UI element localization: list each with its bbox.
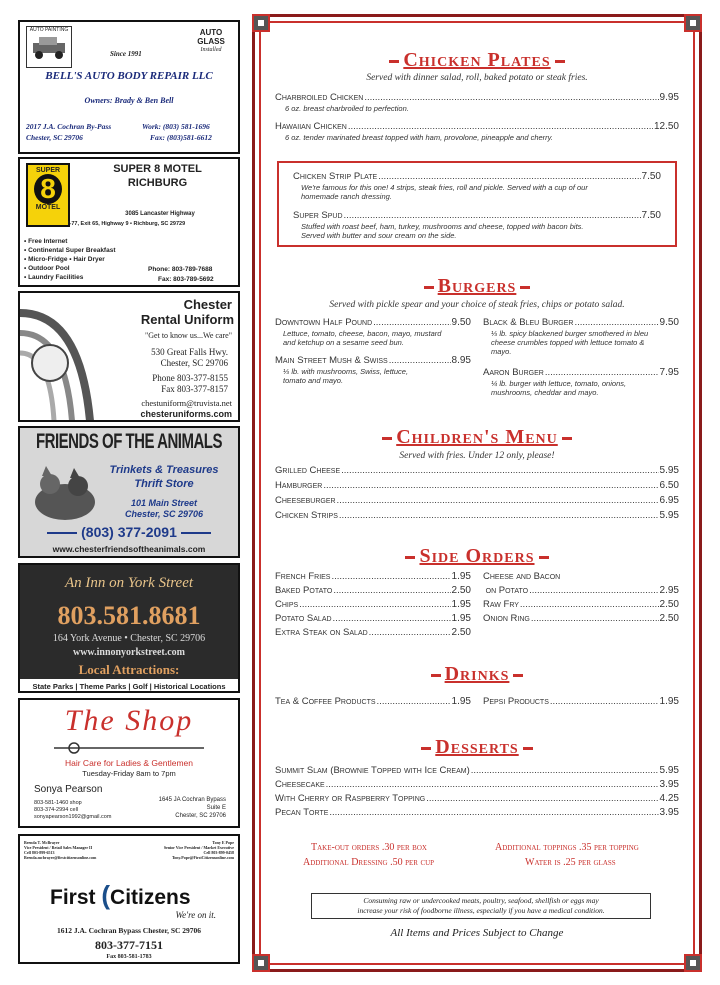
menu-item: Hamburger ..... 6.50 xyxy=(275,480,679,491)
fc-fax: Fax 803-581-1783 xyxy=(106,954,152,960)
menu-footer: All Items and Prices Subject to Change xyxy=(390,927,564,939)
menu-item: Chicken Strip Plate ..... 7.50 xyxy=(293,171,661,182)
bells-owners: Owners: Brady & Ben Bell xyxy=(84,96,174,105)
inn-web: www.innonyorkstreet.com xyxy=(72,647,186,658)
shop-logo: The Shop xyxy=(64,704,194,737)
super8-title1: SUPER 8 MOTEL xyxy=(113,163,202,175)
burgers-title: Burgers xyxy=(255,275,699,298)
menu-item: Charbroiled Chicken ..... 9.95 xyxy=(275,92,679,103)
friends-line1: Trinkets & Treasures xyxy=(109,464,219,476)
item-description: We're famous for this one! 4 strips, steak fries, roll and pickle. Served with a cup of our homemade ranch dressing. xyxy=(301,183,588,201)
burgers-subtitle: Served with pickle spear and your choice of steak fries, chips or potato salad. xyxy=(329,300,625,310)
auto-painting-logo: AUTO PAINTING xyxy=(26,26,72,68)
ad-inn-on-york-street xyxy=(18,563,240,693)
menu-item: Aaron Burger ..... 7.95 xyxy=(483,367,679,378)
menu-item: Cheeseburger ..... 6.95 xyxy=(275,495,679,506)
super8-logo: SUPER 8 MOTEL xyxy=(26,163,70,227)
chester-address1: 530 Great Falls Hwy. xyxy=(151,347,228,357)
chicken-plates-title: Chicken Plates xyxy=(255,49,699,72)
shop-contact: 803-581-1460 shop 803-374-2994 cell sonyapearson1992@gmail.com xyxy=(34,800,112,820)
item-description: ⅓ lb. spicy blackened burger smothered in bleu cheese crumbles topped with lettuce tomato & mayo. xyxy=(491,329,649,356)
corner-decoration xyxy=(684,954,702,972)
scissors-icon xyxy=(54,740,204,756)
friends-line2: Thrift Store xyxy=(134,478,194,490)
fc-phone: 803-377-7151 xyxy=(95,938,163,952)
shop-address: 1645 JA Cochran Bypass Suite E Chester, SC 29706 xyxy=(158,797,226,819)
menu-item: Chips ..... 1.95 xyxy=(275,599,471,610)
friends-address1: 101 Main Street xyxy=(130,498,198,508)
corner-decoration xyxy=(252,14,270,32)
note-takeout: Take-out orders .30 per box xyxy=(311,842,427,853)
ad-the-shop xyxy=(18,698,240,828)
bells-address2: Chester, SC 29706 xyxy=(26,133,83,142)
super8-features: • Free Internet • Continental Super Breakfast • Micro-Fridge • Hair Dryer • Outdoor Pool • Laundry Facilities xyxy=(24,238,116,281)
menu-item: Downtown Half Pound ..... 9.50 xyxy=(275,317,471,328)
fc-address: 1612 J.A. Cochran Bypass Chester, SC 29706 xyxy=(56,926,202,935)
childrens-subtitle: Served with fries. Under 12 only, please! xyxy=(399,451,555,461)
chester-tagline: "Get to know us...We care" xyxy=(145,331,232,340)
corner-decoration xyxy=(252,954,270,972)
note-water: Water is .25 per glass xyxy=(525,857,616,868)
auto-glass-logo: AUTO GLASS Installed xyxy=(197,28,225,53)
inn-title: An Inn on York Street xyxy=(64,575,194,591)
shop-hours: Tuesday-Friday 8am to 7pm xyxy=(82,769,176,778)
ad-first-citizens xyxy=(18,834,240,964)
drinks-title: Drinks xyxy=(255,663,699,686)
menu-item: Hawaiian Chicken ..... 12.50 xyxy=(275,121,679,132)
fc-left-contact: Brenda T. McBrayer Vice President / Retail Sales Manager II Cell 803-899-6513 Brenda.mcbrayer@firstcitizensonline.com xyxy=(24,840,97,860)
menu-item: Super Spud ..... 7.50 xyxy=(293,210,661,221)
menu-item: Baked Potato ..... 2.50 xyxy=(275,585,471,596)
menu-item: Cheesecake ..... 3.95 xyxy=(275,779,679,790)
menu-item: on Potato ..... 2.95 xyxy=(483,585,679,596)
item-description: ¼ lb. burger with lettuce, tomato, onions, mushrooms, cheddar and mayo. xyxy=(491,379,627,397)
ad-bells-auto-body xyxy=(18,20,240,154)
chester-phone: Phone 803-377-8155 xyxy=(152,373,228,383)
fc-swoosh-icon: ( xyxy=(101,880,111,910)
menu-item: Black & Bleu Burger ..... 9.50 xyxy=(483,317,679,328)
menu-item: Extra Steak on Salad ..... 2.50 xyxy=(275,627,471,638)
menu-item: Main Street Mush & Swiss ..... 8.95 xyxy=(275,355,471,366)
chicken-subtitle: Served with dinner salad, roll, baked potato or steak fries. xyxy=(366,73,588,83)
inn-attractions: Local Attractions: xyxy=(78,662,180,677)
car-icon xyxy=(29,33,69,61)
menu-panel xyxy=(252,14,702,972)
ad-friends-of-the-animals xyxy=(18,426,240,558)
menu-item: Tea & Coffee Products ..... 1.95 xyxy=(275,696,471,707)
friends-web: www.chesterfriendsoftheanimals.com xyxy=(52,544,206,554)
chester-web: chesteruniforms.com xyxy=(140,409,232,419)
bells-work: Work: (803) 581-1696 xyxy=(142,122,210,131)
friends-address2: Chester, SC 29706 xyxy=(124,509,204,519)
fc-logo: First (Citizens xyxy=(50,880,191,910)
fc-right-contact: Tony E Pope Senior Vice President / Market Executive Cell 803-899-0458 Tony.Pope@FirstCitizensonline.com xyxy=(163,840,234,860)
chester-title2: Rental Uniform xyxy=(140,312,234,327)
item-description: ⅓ lb. with mushrooms, Swiss, lettuce, tomato and mayo. xyxy=(283,367,409,385)
chester-email: chestuniform@truvista.net xyxy=(141,398,232,408)
menu-item: French Fries ..... 1.95 xyxy=(275,571,471,582)
friends-phone: (803) 377-2091 xyxy=(20,524,238,540)
menu-item: Potato Salad ..... 1.95 xyxy=(275,613,471,624)
ad-super8-motel xyxy=(18,157,240,287)
bells-fax: Fax: (803)581-6612 xyxy=(150,133,212,142)
item-description: Lettuce, tomato, cheese, bacon, mayo, mustard and ketchup on a sesame seed bun. xyxy=(283,329,442,347)
inn-phone: 803.581.8681 xyxy=(57,601,201,630)
childrens-menu-title: Children's Menu xyxy=(255,426,699,449)
chester-fax: Fax 803-377-8157 xyxy=(161,384,228,394)
chester-address2: Chester, SC 29706 xyxy=(160,358,228,368)
menu-item: Summit Slam (Brownie Topped with Ice Cream) ..... 5.95 xyxy=(275,765,679,776)
desserts-title: Desserts xyxy=(255,736,699,759)
shop-name: Sonya Pearson xyxy=(34,784,103,795)
chester-title1: Chester xyxy=(183,297,232,312)
shop-tag: Hair Care for Ladies & Gentlemen xyxy=(64,758,194,768)
inn-address: 164 York Avenue • Chester, SC 29706 xyxy=(52,633,206,644)
menu-item: Pepsi Products ..... 1.95 xyxy=(483,696,679,707)
since-text: Since 1991 xyxy=(110,50,142,58)
menu-item: With Cherry or Raspberry Topping ..... 4.25 xyxy=(275,793,679,804)
bells-address1: 2017 J.A. Cochran By-Pass xyxy=(26,122,112,131)
featured-box xyxy=(277,161,677,247)
friends-title: FRIENDS OF THE ANIMALS xyxy=(36,430,222,454)
item-description: 6 oz. tender marinated breast topped with ham, provolone, pineapple and cherry. xyxy=(285,133,553,142)
menu-item: Raw Fry ..... 2.50 xyxy=(483,599,679,610)
menu-item-heading: Cheese and Bacon xyxy=(483,571,561,582)
super8-title2: RICHBURG xyxy=(127,177,188,189)
menu-item: Grilled Cheese ..... 5.95 xyxy=(275,465,679,476)
fc-slogan: We're on it. xyxy=(175,910,216,920)
menu-item: Chicken Strips ..... 5.95 xyxy=(275,510,679,521)
super8-addr1: 3085 Lancaster Highway xyxy=(125,211,195,217)
uniform-graphic xyxy=(20,293,116,421)
super8-fax: Fax: 803-789-5692 xyxy=(158,276,214,283)
corner-decoration xyxy=(684,14,702,32)
super8-addr2: I-77, Exit 65, Highway 9 • Richburg, SC 29729 xyxy=(68,221,186,227)
item-description: Stuffed with roast beef, ham, turkey, mushrooms and cheese, topped with bacon bits. Served with butter and sour cream on the side. xyxy=(301,222,584,240)
item-description: 6 oz. breast charbroiled to perfection. xyxy=(285,104,409,113)
inn-list: State Parks | Theme Parks | Golf | Historical Locations xyxy=(20,679,238,693)
super8-phone: Phone: 803-789-7688 xyxy=(148,266,213,273)
menu-item: Pecan Torte ..... 3.95 xyxy=(275,807,679,818)
note-dressing: Additional Dressing .50 per cup xyxy=(303,857,435,868)
bells-name: BELL'S AUTO BODY REPAIR LLC xyxy=(45,70,213,82)
note-toppings: Additional toppings .35 per topping xyxy=(495,842,639,853)
ad-chester-rental-uniform xyxy=(18,291,240,422)
health-warning: Consuming raw or undercooked meats, poultry, seafood, shellfish or eggs may increase your risk of foodborne illness, especially if you have a medical condition. xyxy=(311,893,651,919)
side-orders-title: Side Orders xyxy=(255,545,699,568)
menu-item: Onion Ring ..... 2.50 xyxy=(483,613,679,624)
